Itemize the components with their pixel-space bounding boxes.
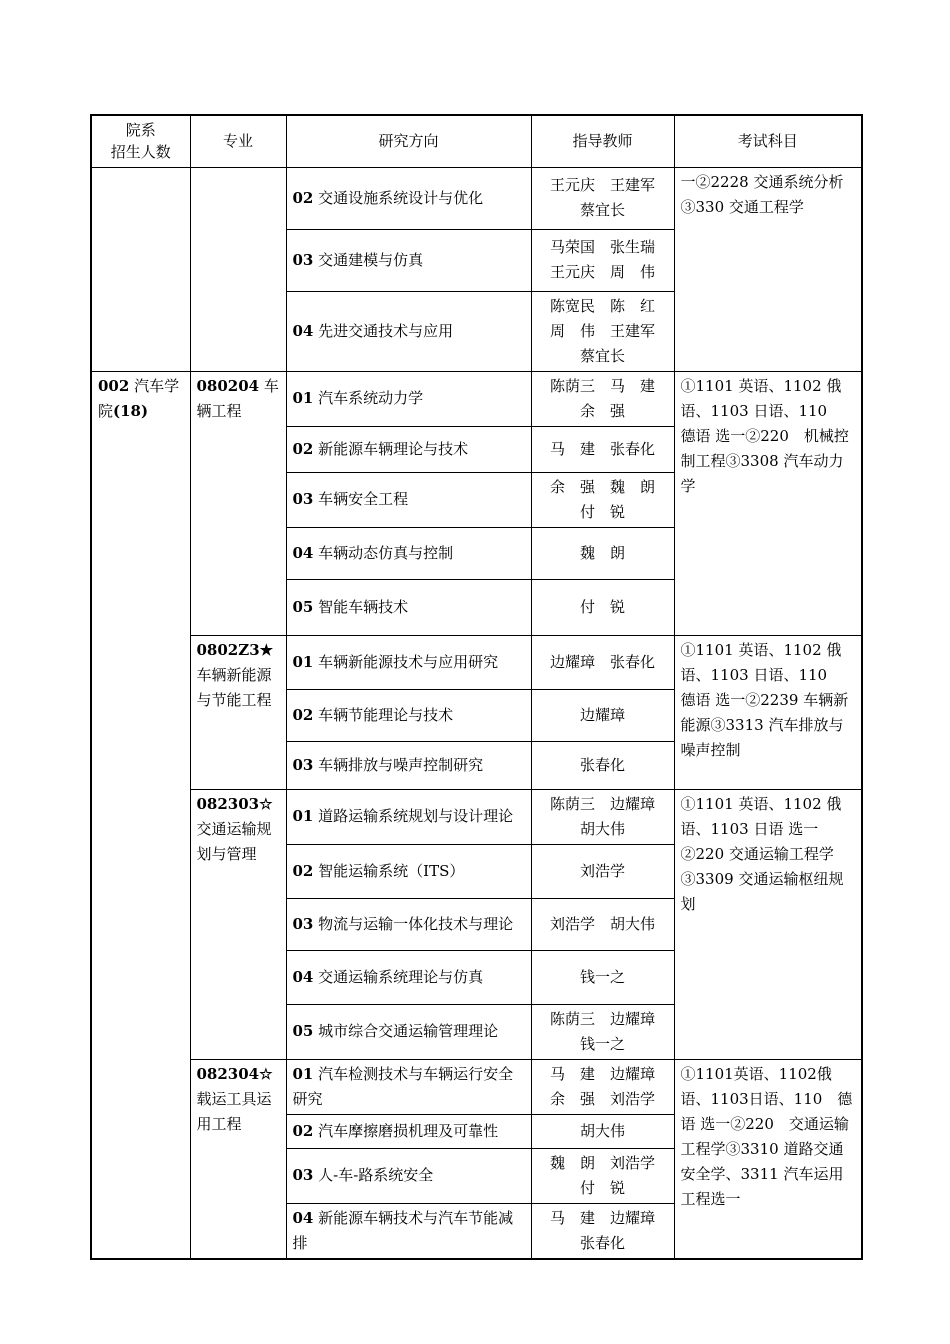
direction-cell: 03 交通建模与仿真 xyxy=(286,229,531,291)
teacher-cell: 付 锐 xyxy=(531,579,674,635)
header-direction: 研究方向 xyxy=(286,115,531,167)
teacher-cell: 陈荫三 马 建 余 强 xyxy=(531,371,674,426)
header-exam: 考试科目 xyxy=(674,115,862,167)
teacher-cell: 马 建 边耀璋 余 强 刘浩学 xyxy=(531,1059,674,1114)
direction-cell: 02 汽车摩擦磨损机理及可靠性 xyxy=(286,1114,531,1148)
direction-cell: 03 人-车-路系统安全 xyxy=(286,1148,531,1203)
direction-cell: 04 车辆动态仿真与控制 xyxy=(286,527,531,579)
major-cell: 0802Z3★ 车辆新能源与节能工程 xyxy=(190,635,286,789)
major-cell: 082304☆ 载运工具运用工程 xyxy=(190,1059,286,1259)
teacher-cell: 魏 朗 刘浩学 付 锐 xyxy=(531,1148,674,1203)
teacher-cell: 刘浩学 xyxy=(531,844,674,898)
teacher-cell: 边耀璋 张春化 xyxy=(531,635,674,689)
major-cell-empty xyxy=(190,167,286,371)
exam-cell: 一②2228 交通系统分析③330 交通工程学 xyxy=(674,167,862,371)
direction-cell: 05 智能车辆技术 xyxy=(286,579,531,635)
dept-cell-automotive: 002 汽车学院(18) xyxy=(91,371,190,1259)
major-cell: 080204 车辆工程 xyxy=(190,371,286,635)
major-cell: 082303☆ 交通运输规划与管理 xyxy=(190,789,286,1059)
teacher-cell: 陈宽民 陈 红 周 伟 王建军 蔡宜长 xyxy=(531,291,674,371)
teacher-cell: 马 建 张春化 xyxy=(531,426,674,472)
exam-cell: ①1101 英语、1102 俄语、1103 日语 选一②220 交通运输工程学③3309 交通运输枢纽规划 xyxy=(674,789,862,1059)
header-major: 专业 xyxy=(190,115,286,167)
header-teacher: 指导教师 xyxy=(531,115,674,167)
teacher-cell: 刘浩学 胡大伟 xyxy=(531,898,674,950)
direction-cell: 01 汽车系统动力学 xyxy=(286,371,531,426)
teacher-cell: 马荣国 张生瑞 王元庆 周 伟 xyxy=(531,229,674,291)
direction-cell: 02 智能运输系统（ITS） xyxy=(286,844,531,898)
exam-cell: ①1101 英语、1102 俄语、1103 日语、110 德语 选一②2239 车辆新能源③3313 汽车排放与噪声控制 xyxy=(674,635,862,789)
direction-cell: 02 车辆节能理论与技术 xyxy=(286,689,531,741)
teacher-cell: 胡大伟 xyxy=(531,1114,674,1148)
program-table xyxy=(90,114,863,1260)
teacher-cell: 钱一之 xyxy=(531,950,674,1004)
teacher-cell: 陈荫三 边耀璋 钱一之 xyxy=(531,1004,674,1059)
teacher-cell: 马 建 边耀璋 张春化 xyxy=(531,1203,674,1259)
direction-cell: 01 车辆新能源技术与应用研究 xyxy=(286,635,531,689)
teacher-cell: 张春化 xyxy=(531,741,674,789)
teacher-cell: 魏 朗 xyxy=(531,527,674,579)
direction-cell: 02 交通设施系统设计与优化 xyxy=(286,167,531,229)
direction-cell: 03 车辆安全工程 xyxy=(286,472,531,527)
direction-cell: 04 新能源车辆技术与汽车节能减排 xyxy=(286,1203,531,1259)
teacher-cell: 边耀璋 xyxy=(531,689,674,741)
direction-cell: 04 先进交通技术与应用 xyxy=(286,291,531,371)
dept-cell-empty xyxy=(91,167,190,371)
header-dept: 院系 招生人数 xyxy=(91,115,190,167)
teacher-cell: 余 强 魏 朗 付 锐 xyxy=(531,472,674,527)
direction-cell: 05 城市综合交通运输管理理论 xyxy=(286,1004,531,1059)
direction-cell: 01 汽车检测技术与车辆运行安全研究 xyxy=(286,1059,531,1114)
teacher-cell: 陈荫三 边耀璋 胡大伟 xyxy=(531,789,674,844)
direction-cell: 03 车辆排放与噪声控制研究 xyxy=(286,741,531,789)
direction-cell: 01 道路运输系统规划与设计理论 xyxy=(286,789,531,844)
direction-cell: 03 物流与运输一体化技术与理论 xyxy=(286,898,531,950)
direction-cell: 02 新能源车辆理论与技术 xyxy=(286,426,531,472)
direction-cell: 04 交通运输系统理论与仿真 xyxy=(286,950,531,1004)
exam-cell: ①1101英语、1102俄语、1103日语、110 德语 选一②220 交通运输工程学③3310 道路交通安全学、3311 汽车运用工程选一 xyxy=(674,1059,862,1259)
exam-cell: ①1101 英语、1102 俄语、1103 日语、110 德语 选一②220 机械控制工程③3308 汽车动力学 xyxy=(674,371,862,635)
teacher-cell: 王元庆 王建军 蔡宜长 xyxy=(531,167,674,229)
